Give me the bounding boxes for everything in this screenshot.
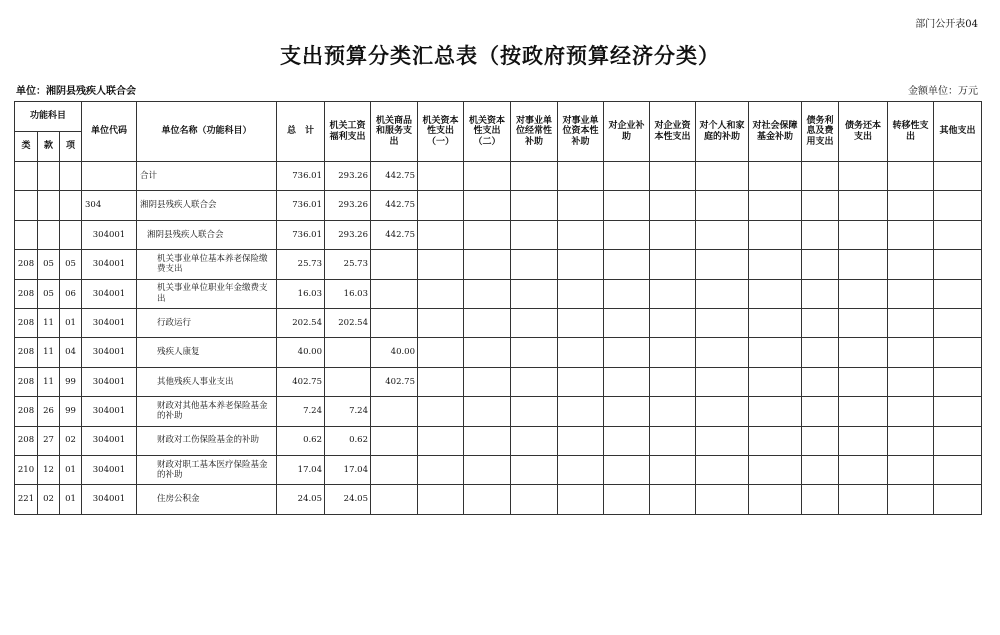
cell-c11 [802, 279, 839, 308]
cell-c10 [749, 308, 802, 337]
cell-c6 [558, 220, 604, 249]
amount-unit-label: 金额单位：万元 [908, 86, 978, 97]
cell-c11 [802, 250, 839, 279]
cell-unit-name: 财政对工伤保险基金的补助 [137, 426, 277, 455]
cell-c3 [418, 250, 464, 279]
cell-c5 [511, 338, 558, 367]
cell-c2: 442.75 [371, 220, 418, 249]
cell-c1: 293.26 [325, 191, 371, 220]
cell-c1: 202.54 [325, 308, 371, 337]
cell-unit-name: 湘阴县残疾人联合会 [137, 191, 277, 220]
cell-c9 [696, 485, 749, 514]
header-c11: 债务利息及费用支出 [802, 102, 839, 162]
cell-c5 [511, 426, 558, 455]
cell-c12 [839, 367, 888, 396]
cell-lei: 221 [15, 485, 38, 514]
cell-c1: 293.26 [325, 220, 371, 249]
cell-c8 [650, 426, 696, 455]
cell-c6 [558, 308, 604, 337]
cell-c10 [749, 279, 802, 308]
cell-c14 [934, 367, 982, 396]
cell-c1: 16.03 [325, 279, 371, 308]
header-total: 总 计 [277, 102, 325, 162]
cell-c1 [325, 338, 371, 367]
cell-c6 [558, 191, 604, 220]
cell-c5 [511, 250, 558, 279]
cell-c13 [888, 485, 934, 514]
cell-unit-code [82, 162, 137, 191]
cell-c11 [802, 162, 839, 191]
cell-kuan: 05 [38, 279, 60, 308]
cell-c9 [696, 279, 749, 308]
cell-c4 [464, 426, 511, 455]
cell-c7 [604, 250, 650, 279]
cell-c10 [749, 338, 802, 367]
cell-c10 [749, 397, 802, 426]
cell-c6 [558, 162, 604, 191]
cell-total: 17.04 [277, 455, 325, 484]
cell-kuan: 12 [38, 455, 60, 484]
cell-c12 [839, 397, 888, 426]
cell-unit-name: 财政对其他基本养老保险基金的补助 [137, 397, 277, 426]
cell-unit-code: 304001 [82, 338, 137, 367]
cell-c7 [604, 279, 650, 308]
cell-unit-name: 机关事业单位基本养老保险缴费支出 [137, 250, 277, 279]
cell-c8 [650, 455, 696, 484]
table-row [15, 455, 982, 484]
cell-c5 [511, 191, 558, 220]
cell-c4 [464, 308, 511, 337]
cell-c3 [418, 220, 464, 249]
cell-c3 [418, 191, 464, 220]
cell-c4 [464, 162, 511, 191]
cell-xiang: 99 [60, 397, 82, 426]
cell-c5 [511, 162, 558, 191]
cell-unit-name: 湘阴县残疾人联合会 [137, 220, 277, 249]
cell-c8 [650, 338, 696, 367]
cell-kuan [38, 220, 60, 249]
cell-c3 [418, 338, 464, 367]
cell-xiang: 06 [60, 279, 82, 308]
cell-c6 [558, 367, 604, 396]
cell-xiang: 01 [60, 455, 82, 484]
cell-c2: 402.75 [371, 367, 418, 396]
table-row [15, 191, 982, 220]
table-row [15, 279, 982, 308]
cell-c1: 293.26 [325, 162, 371, 191]
cell-xiang [60, 220, 82, 249]
cell-c10 [749, 220, 802, 249]
header-c6: 对事业单位资本性补助 [558, 102, 604, 162]
header-func-group: 功能科目 [15, 102, 82, 132]
cell-c3 [418, 308, 464, 337]
cell-c1: 17.04 [325, 455, 371, 484]
cell-kuan: 11 [38, 367, 60, 396]
cell-c7 [604, 455, 650, 484]
cell-c7 [604, 485, 650, 514]
cell-xiang: 02 [60, 426, 82, 455]
page-title: 支出预算分类汇总表（按政府预算经济分类） [280, 44, 720, 68]
cell-c11 [802, 338, 839, 367]
table-row [15, 485, 982, 514]
cell-c5 [511, 279, 558, 308]
table-row [15, 367, 982, 396]
cell-c13 [888, 426, 934, 455]
cell-c11 [802, 397, 839, 426]
cell-kuan [38, 162, 60, 191]
header-kuan: 款 [38, 132, 60, 162]
cell-c2 [371, 250, 418, 279]
cell-unit-code: 304 [82, 191, 137, 220]
cell-unit-name: 行政运行 [137, 308, 277, 337]
cell-total: 736.01 [277, 191, 325, 220]
budget-table [14, 101, 982, 515]
cell-c9 [696, 191, 749, 220]
cell-c2 [371, 485, 418, 514]
cell-c4 [464, 250, 511, 279]
header-c3: 机关资本性支出（一） [418, 102, 464, 162]
cell-kuan [38, 191, 60, 220]
cell-lei: 208 [15, 250, 38, 279]
cell-c9 [696, 220, 749, 249]
cell-c1: 0.62 [325, 426, 371, 455]
cell-c14 [934, 485, 982, 514]
cell-unit-name: 住房公积金 [137, 485, 277, 514]
cell-unit-code: 304001 [82, 397, 137, 426]
cell-c13 [888, 455, 934, 484]
cell-lei: 208 [15, 367, 38, 396]
form-code: 部门公开表04 [915, 19, 978, 30]
cell-c9 [696, 308, 749, 337]
cell-total: 0.62 [277, 426, 325, 455]
table-row [15, 338, 982, 367]
cell-total: 736.01 [277, 220, 325, 249]
cell-lei [15, 220, 38, 249]
cell-c9 [696, 426, 749, 455]
header-c1: 机关工资福利支出 [325, 102, 371, 162]
table-row [15, 308, 982, 337]
cell-unit-name: 机关事业单位职业年金缴费支出 [137, 279, 277, 308]
cell-unit-name: 合计 [137, 162, 277, 191]
cell-c14 [934, 279, 982, 308]
cell-c4 [464, 397, 511, 426]
cell-xiang: 01 [60, 485, 82, 514]
cell-lei: 208 [15, 308, 38, 337]
cell-c5 [511, 485, 558, 514]
cell-c9 [696, 367, 749, 396]
cell-c11 [802, 426, 839, 455]
cell-c13 [888, 338, 934, 367]
cell-c2 [371, 455, 418, 484]
cell-total: 402.75 [277, 367, 325, 396]
cell-xiang: 05 [60, 250, 82, 279]
cell-c7 [604, 397, 650, 426]
cell-lei: 208 [15, 426, 38, 455]
cell-c12 [839, 220, 888, 249]
cell-c6 [558, 426, 604, 455]
cell-lei: 208 [15, 338, 38, 367]
unit-label: 单位：湘阴县残疾人联合会 [16, 86, 136, 97]
cell-kuan: 26 [38, 397, 60, 426]
header-c7: 对企业补助 [604, 102, 650, 162]
cell-xiang [60, 191, 82, 220]
cell-xiang: 04 [60, 338, 82, 367]
cell-c11 [802, 220, 839, 249]
cell-c4 [464, 279, 511, 308]
cell-total: 736.01 [277, 162, 325, 191]
cell-c9 [696, 162, 749, 191]
cell-c13 [888, 220, 934, 249]
cell-c6 [558, 338, 604, 367]
header-lei: 类 [15, 132, 38, 162]
cell-kuan: 11 [38, 338, 60, 367]
cell-c8 [650, 220, 696, 249]
cell-c14 [934, 250, 982, 279]
table-row [15, 162, 982, 191]
cell-c13 [888, 162, 934, 191]
header-c14: 其他支出 [934, 102, 982, 162]
cell-c13 [888, 191, 934, 220]
cell-c12 [839, 191, 888, 220]
cell-xiang: 01 [60, 308, 82, 337]
cell-c12 [839, 308, 888, 337]
header-xiang: 项 [60, 132, 82, 162]
cell-unit-code: 304001 [82, 279, 137, 308]
cell-total: 7.24 [277, 397, 325, 426]
cell-c2 [371, 397, 418, 426]
cell-c8 [650, 250, 696, 279]
cell-c14 [934, 162, 982, 191]
header-c8: 对企业资本性支出 [650, 102, 696, 162]
cell-c9 [696, 455, 749, 484]
cell-c4 [464, 367, 511, 396]
cell-c14 [934, 191, 982, 220]
cell-c8 [650, 397, 696, 426]
cell-c14 [934, 455, 982, 484]
header-c13: 转移性支出 [888, 102, 934, 162]
cell-lei: 210 [15, 455, 38, 484]
cell-c8 [650, 485, 696, 514]
cell-kuan: 02 [38, 485, 60, 514]
cell-c12 [839, 162, 888, 191]
cell-xiang [60, 162, 82, 191]
cell-unit-code: 304001 [82, 367, 137, 396]
cell-xiang: 99 [60, 367, 82, 396]
cell-total: 24.05 [277, 485, 325, 514]
cell-c7 [604, 220, 650, 249]
cell-c10 [749, 455, 802, 484]
cell-kuan: 27 [38, 426, 60, 455]
cell-kuan: 11 [38, 308, 60, 337]
cell-c13 [888, 279, 934, 308]
cell-c7 [604, 191, 650, 220]
cell-unit-code: 304001 [82, 426, 137, 455]
cell-total: 40.00 [277, 338, 325, 367]
header-unit-code: 单位代码 [82, 102, 137, 162]
cell-c12 [839, 485, 888, 514]
cell-unit-code: 304001 [82, 485, 137, 514]
cell-total: 25.73 [277, 250, 325, 279]
cell-unit-code: 304001 [82, 250, 137, 279]
cell-c6 [558, 279, 604, 308]
table-row [15, 250, 982, 279]
cell-c6 [558, 250, 604, 279]
cell-c11 [802, 455, 839, 484]
header-c12: 债务还本支出 [839, 102, 888, 162]
cell-c3 [418, 162, 464, 191]
cell-c1: 24.05 [325, 485, 371, 514]
cell-c2: 40.00 [371, 338, 418, 367]
cell-lei [15, 162, 38, 191]
cell-c3 [418, 485, 464, 514]
cell-unit-name: 其他残疾人事业支出 [137, 367, 277, 396]
cell-c8 [650, 308, 696, 337]
cell-c12 [839, 338, 888, 367]
cell-c9 [696, 397, 749, 426]
cell-c7 [604, 338, 650, 367]
cell-c5 [511, 455, 558, 484]
cell-c10 [749, 426, 802, 455]
cell-c14 [934, 220, 982, 249]
cell-unit-code: 304001 [82, 220, 137, 249]
cell-c8 [650, 367, 696, 396]
cell-c7 [604, 162, 650, 191]
cell-c14 [934, 426, 982, 455]
cell-c1: 7.24 [325, 397, 371, 426]
cell-c5 [511, 367, 558, 396]
cell-c7 [604, 426, 650, 455]
cell-c2 [371, 279, 418, 308]
cell-c10 [749, 367, 802, 396]
cell-c2 [371, 308, 418, 337]
cell-c12 [839, 455, 888, 484]
cell-c11 [802, 191, 839, 220]
cell-kuan: 05 [38, 250, 60, 279]
header-c2: 机关商品和服务支出 [371, 102, 418, 162]
cell-c6 [558, 455, 604, 484]
cell-c3 [418, 426, 464, 455]
cell-c11 [802, 367, 839, 396]
cell-c4 [464, 220, 511, 249]
cell-total: 16.03 [277, 279, 325, 308]
cell-c12 [839, 426, 888, 455]
cell-c4 [464, 485, 511, 514]
cell-c9 [696, 250, 749, 279]
cell-unit-code: 304001 [82, 455, 137, 484]
cell-c3 [418, 279, 464, 308]
cell-c14 [934, 397, 982, 426]
cell-c12 [839, 250, 888, 279]
cell-c6 [558, 485, 604, 514]
cell-c8 [650, 279, 696, 308]
cell-c14 [934, 338, 982, 367]
cell-c8 [650, 162, 696, 191]
cell-c11 [802, 308, 839, 337]
cell-unit-name: 财政对职工基本医疗保险基金的补助 [137, 455, 277, 484]
table-row [15, 397, 982, 426]
cell-c10 [749, 191, 802, 220]
cell-c9 [696, 338, 749, 367]
cell-c3 [418, 455, 464, 484]
cell-total: 202.54 [277, 308, 325, 337]
cell-c13 [888, 250, 934, 279]
cell-unit-name: 残疾人康复 [137, 338, 277, 367]
cell-c3 [418, 397, 464, 426]
cell-c8 [650, 191, 696, 220]
cell-c1 [325, 367, 371, 396]
cell-c13 [888, 308, 934, 337]
cell-c6 [558, 397, 604, 426]
cell-c10 [749, 162, 802, 191]
cell-c7 [604, 308, 650, 337]
table-row [15, 220, 982, 249]
header-c10: 对社会保障基金补助 [749, 102, 802, 162]
header-c5: 对事业单位经常性补助 [511, 102, 558, 162]
cell-c13 [888, 397, 934, 426]
cell-c2 [371, 426, 418, 455]
cell-lei [15, 191, 38, 220]
cell-c4 [464, 338, 511, 367]
header-c9: 对个人和家庭的补助 [696, 102, 749, 162]
cell-lei: 208 [15, 279, 38, 308]
cell-c13 [888, 367, 934, 396]
cell-unit-code: 304001 [82, 308, 137, 337]
cell-c7 [604, 367, 650, 396]
header-unit-name: 单位名称（功能科目） [137, 102, 277, 162]
cell-c10 [749, 485, 802, 514]
cell-c14 [934, 308, 982, 337]
cell-c5 [511, 397, 558, 426]
cell-c2: 442.75 [371, 191, 418, 220]
cell-c12 [839, 279, 888, 308]
cell-c3 [418, 367, 464, 396]
cell-c5 [511, 220, 558, 249]
cell-lei: 208 [15, 397, 38, 426]
cell-c2: 442.75 [371, 162, 418, 191]
cell-c1: 25.73 [325, 250, 371, 279]
cell-c5 [511, 308, 558, 337]
header-c4: 机关资本性支出（二） [464, 102, 511, 162]
table-row [15, 426, 982, 455]
cell-c4 [464, 455, 511, 484]
cell-c11 [802, 485, 839, 514]
cell-c10 [749, 250, 802, 279]
cell-c4 [464, 191, 511, 220]
